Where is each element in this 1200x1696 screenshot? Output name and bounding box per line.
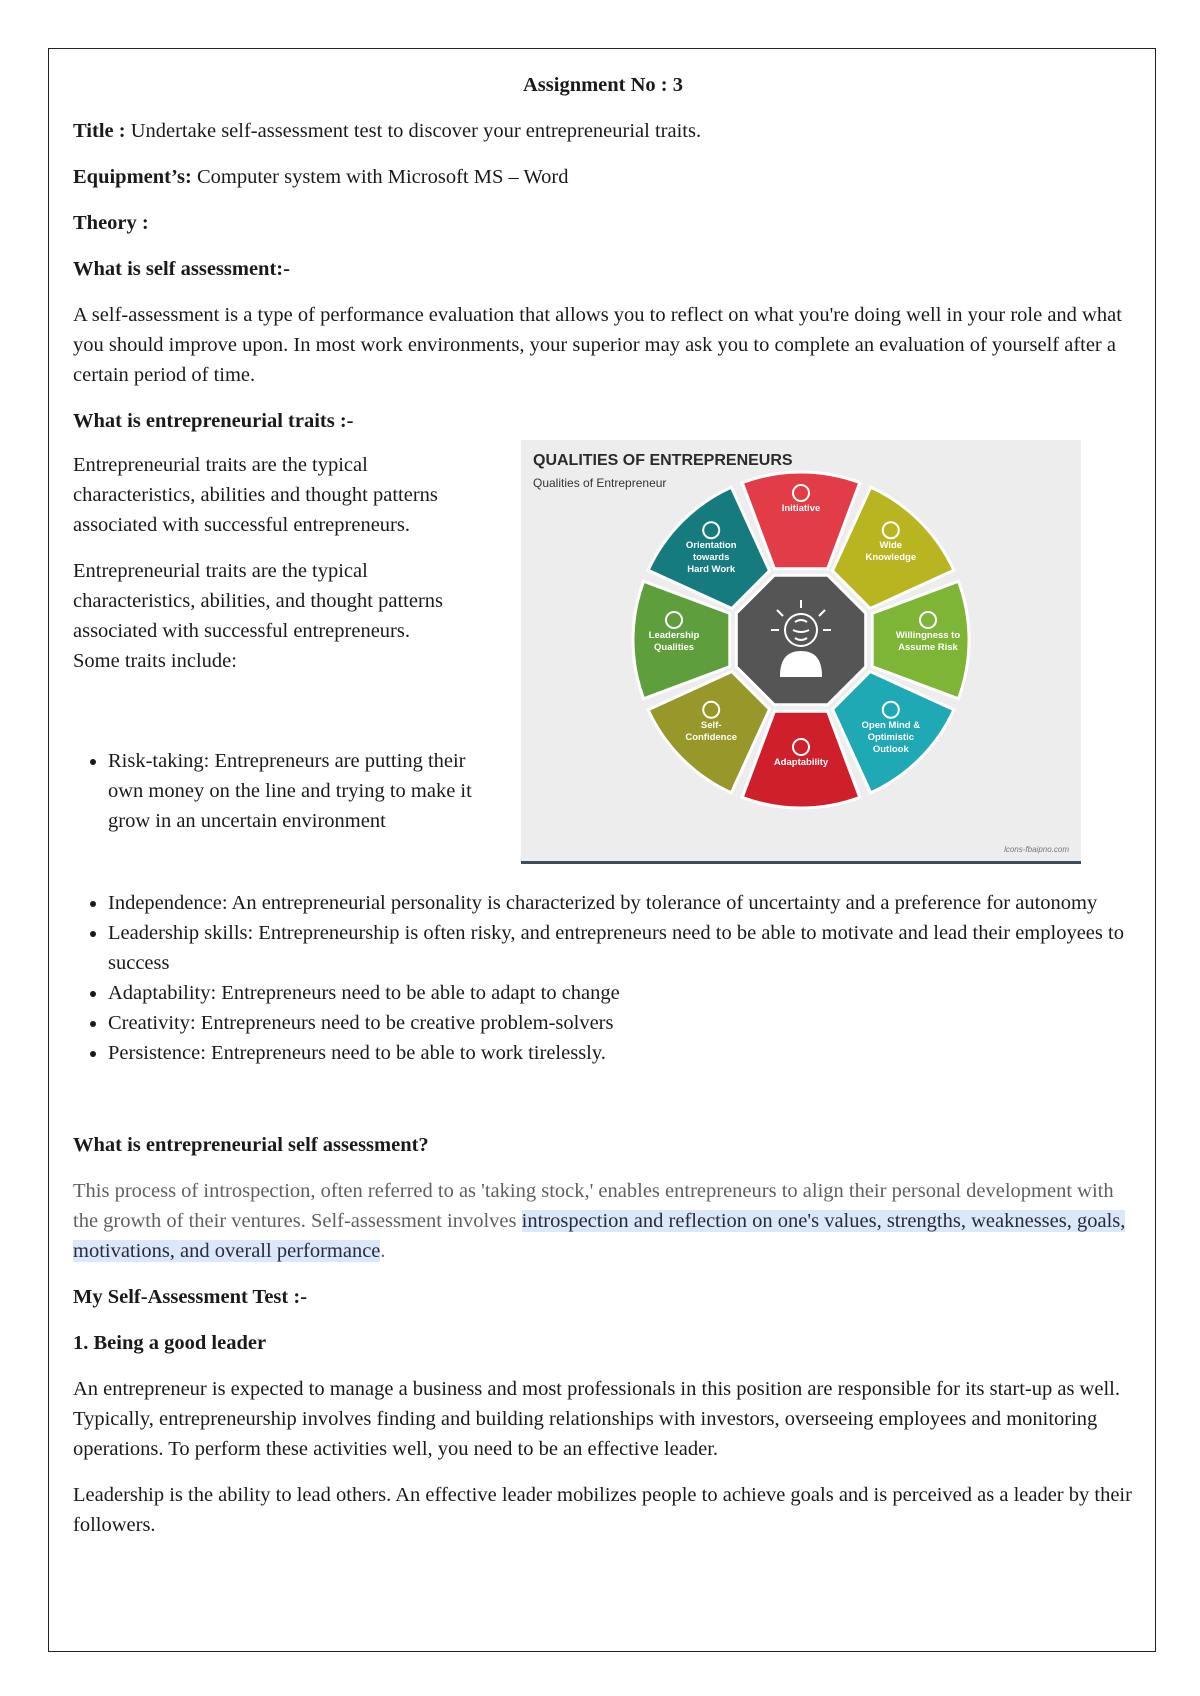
figure-title: QUALITIES OF ENTREPRENEURS	[533, 452, 793, 469]
item1-heading: 1. Being a good leader	[73, 1332, 267, 1354]
equipment-label: Equipment’s:	[73, 166, 192, 188]
segment-label: Self-Confidence	[685, 719, 738, 743]
traits-list-top	[73, 746, 488, 836]
entre-self-assessment-heading: What is entrepreneurial self assessment?	[73, 1134, 429, 1156]
highlighted-text: introspection and reflection on one's values, strengths, weaknesses, goals, motivations, and overall performance	[73, 1210, 1126, 1262]
self-assessment-heading: What is self assessment:-	[73, 258, 290, 280]
title-text: Undertake self-assessment test to discover your entrepreneurial traits.	[130, 120, 702, 142]
my-test-heading: My Self-Assessment Test :-	[73, 1286, 308, 1308]
paragraph-plain-text: This process of introspection, often referred to as 'taking stock,' enables entrepreneurs to align their personal development with the growth of their ventures. Self-assessment involves	[73, 1180, 1114, 1232]
qualities-figure	[521, 440, 1081, 864]
paragraph-end: .	[380, 1240, 386, 1262]
equipment-line	[73, 162, 1133, 192]
segment-label: Open Mind & Optimistic Outlook	[861, 719, 921, 755]
segment-label: Willingness to Assume Risk	[895, 630, 961, 653]
title-line	[73, 116, 1133, 146]
traits-paragraph-2: Entrepreneurial traits are the typical characteristics, abilities, and thought patterns associated with successful entrepreneurs. Some traits include:	[73, 560, 444, 672]
item1-paragraph-2: Leadership is the ability to lead others. An effective leader mobilizes people to achieve goals and is perceived as a leader by their followers.	[73, 1484, 1132, 1536]
figure-credit: lcons-fbaipno.com	[1004, 845, 1069, 854]
segment-label: Initiative	[781, 503, 821, 514]
item1-paragraph-1: An entrepreneur is expected to manage a business and most professionals in this position are responsible for its start-up as well. Typically, entrepreneurship involves finding and building relationships with investors, overseeing employees and monitoring operations. To perform these activities well, you need to be an effective leader.	[73, 1378, 1120, 1460]
assignment-heading: Assignment No : 3	[522, 74, 684, 96]
figure-subtitle: Qualities of Entrepreneur	[533, 476, 667, 490]
segment-label: Wide Knowledge	[865, 540, 917, 564]
list-item: • Creativity: Entrepreneurs need to be creative problem-solvers	[108, 1008, 1133, 1038]
document-content	[73, 70, 1133, 1556]
list-item: • Adaptability: Entrepreneurs need to be able to adapt to change	[108, 978, 1133, 1008]
theory-heading: Theory :	[73, 212, 149, 234]
traits-row	[73, 450, 1133, 920]
segment-label: Leadership Qualities	[648, 630, 700, 653]
traits-paragraph-1: Entrepreneurial traits are the typical characteristics, abilities and thought patterns associated with successful entrepreneurs.	[73, 454, 438, 536]
segment-label: Orientation towards Hard Work	[685, 540, 737, 576]
traits-left-column	[73, 450, 472, 836]
spacer	[73, 1068, 1133, 1130]
equipment-text: Computer system with Microsoft MS – Word	[196, 166, 569, 188]
entre-self-assessment-paragraph	[73, 1176, 1133, 1266]
title-label: Title :	[73, 120, 126, 142]
qualities-wheel	[521, 440, 1081, 860]
list-item: • Risk-taking: Entrepreneurs are putting their own money on the line and trying to make it grow in an uncertain environment	[108, 746, 488, 836]
list-item: • Persistence: Entrepreneurs need to be able to work tirelessly.	[108, 1038, 1133, 1068]
list-item: • Leadership skills: Entrepreneurship is often risky, and entrepreneurs need to be able to motivate and lead their employees to success	[108, 918, 1133, 978]
list-item: • Independence: An entrepreneurial personality is characterized by tolerance of uncertainty and a preference for autonomy	[108, 888, 1133, 918]
spacer	[73, 692, 453, 746]
self-assessment-paragraph: A self-assessment is a type of performance evaluation that allows you to reflect on what you're doing well in your role and what you should improve upon. In most work environments, your superior may ask you to complete an evaluation of yourself after a certain period of time.	[73, 304, 1122, 386]
segment-label: Adaptability	[773, 757, 829, 768]
traits-heading: What is entrepreneurial traits :-	[73, 410, 354, 432]
